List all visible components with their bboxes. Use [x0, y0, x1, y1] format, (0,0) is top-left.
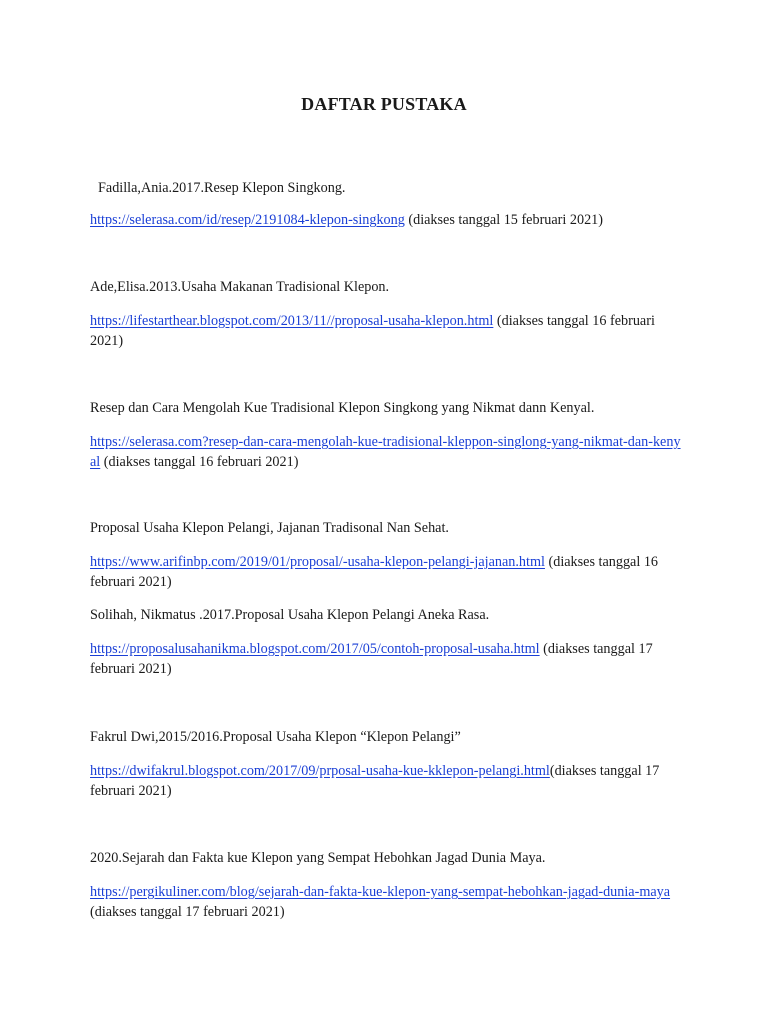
- reference-link-4[interactable]: https://www.arifinbp.com/2019/01/proposal/-usaha-klepon-pelangi-jajanan.html: [90, 554, 545, 570]
- access-date-7: (diakses tanggal 17 februari 2021): [90, 904, 285, 920]
- access-date-4: (diakses tanggal 16 februari 2021): [90, 554, 659, 590]
- citation-1: Fadilla,Ania.2017.Resep Klepon Singkong.: [98, 180, 346, 196]
- reference-7: [90, 882, 682, 922]
- page-title: DAFTAR PUSTAKA: [301, 94, 467, 114]
- citation-3: Resep dan Cara Mengolah Kue Tradisional Klepon Singkong yang Nikmat dann Kenyal.: [90, 400, 595, 416]
- reference-link-1[interactable]: https://selerasa.com/id/resep/2191084-klepon-singkong: [90, 212, 405, 228]
- reference-link-7[interactable]: https://pergikuliner.com/blog/sejarah-dan-fakta-kue-klepon-yang-sempat-hebohkan-jagad-dunia-maya: [90, 884, 671, 900]
- access-date-2: (diakses tanggal 16 februari 2021): [90, 313, 655, 349]
- reference-4: [90, 552, 682, 592]
- reference-link-5[interactable]: https://proposalusahanikma.blogspot.com/2017/05/contoh-proposal-usaha.html: [90, 641, 540, 657]
- access-date-3: (diakses tanggal 16 februari 2021): [100, 454, 299, 470]
- citation-2: Ade,Elisa.2013.Usaha Makanan Tradisional Klepon.: [90, 279, 390, 295]
- citation-4: Proposal Usaha Klepon Pelangi, Jajanan Tradisonal Nan Sehat.: [90, 520, 449, 536]
- reference-link-6[interactable]: https://dwifakrul.blogspot.com/2017/09/prposal-usaha-kue-kklepon-pelangi.html: [90, 763, 550, 779]
- reference-1: [90, 210, 690, 230]
- reference-link-2[interactable]: https://lifestarthear.blogspot.com/2013/11//proposal-usaha-klepon.html: [90, 313, 494, 329]
- reference-6: [90, 761, 682, 801]
- access-date-5: (diakses tanggal 17 februari 2021): [90, 641, 653, 677]
- reference-3: [90, 432, 682, 472]
- access-date-6: (diakses tanggal 17 februari 2021): [90, 763, 660, 799]
- citation-6: Fakrul Dwi,2015/2016.Proposal Usaha Klepon “Klepon Pelangi”: [90, 729, 461, 745]
- citation-5: Solihah, Nikmatus .2017.Proposal Usaha Klepon Pelangi Aneka Rasa.: [90, 607, 490, 623]
- access-date-1: (diakses tanggal 15 februari 2021): [404, 212, 603, 228]
- reference-link-3[interactable]: https://selerasa.com?resep-dan-cara-mengolah-kue-tradisional-kleppon-singlong-yang-nikmat-dan-kenyal: [90, 434, 681, 470]
- reference-2: [90, 311, 682, 351]
- reference-5: [90, 639, 682, 679]
- citation-7: 2020.Sejarah dan Fakta kue Klepon yang Sempat Hebohkan Jagad Dunia Maya.: [90, 850, 546, 866]
